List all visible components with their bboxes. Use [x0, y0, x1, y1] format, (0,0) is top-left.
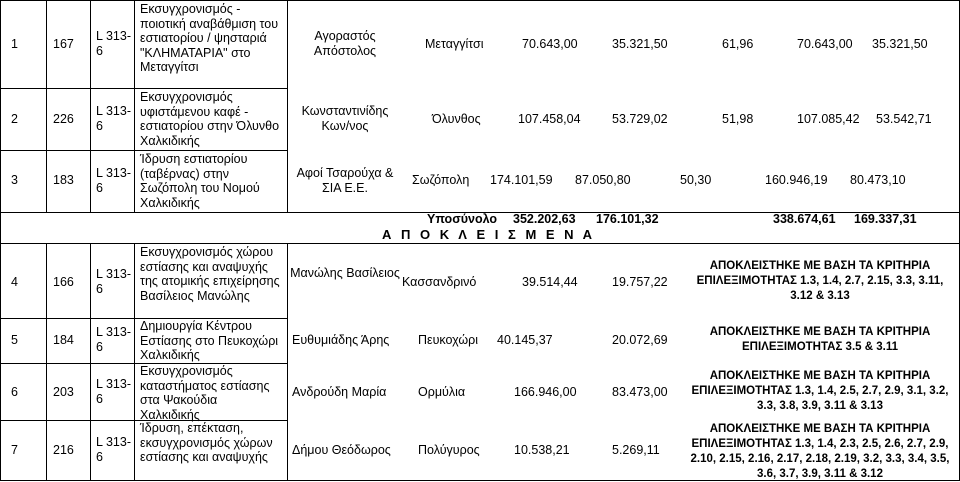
- row-beneficiary: Ευθυμιάδης Άρης: [292, 333, 390, 347]
- row-measure: L 313-6: [96, 267, 131, 296]
- row-public-spend: 35.321,50: [612, 37, 668, 51]
- row-score: 50,30: [680, 173, 712, 187]
- row-location: Σωζόπολη: [412, 173, 470, 187]
- col-divider: [90, 243, 91, 481]
- subtotal-budget: 352.202,63: [513, 212, 576, 226]
- row-budget: 174.101,59: [490, 173, 553, 187]
- row-exclusion-reason: ΑΠΟΚΛΕΙΣΤΗΚΕ ΜΕ ΒΑΣΗ ΤΑ ΚΡΙΤΗΡΙΑ ΕΠΙΛΕΞΙΜΟΤΗΤΑΣ 3.5 & 3.11: [709, 326, 931, 353]
- row-measure: L 313-6: [96, 166, 131, 195]
- row-description: Εκσυγχρονισμός - ποιοτική αναβάθμιση του εστιατορίου / ψησταριά "ΚΛΗΜΑΤΑΡΙΑ" στο Μεταγγίτσι: [140, 2, 279, 75]
- col-divider: [134, 0, 135, 212]
- col-divider: [46, 0, 47, 212]
- row-measure: L 313-6: [96, 29, 131, 58]
- row-approved-public: 80.473,10: [850, 173, 906, 187]
- row-beneficiary: Κωνσταντινίδης Κων/νος: [301, 104, 389, 133]
- col-divider: [287, 0, 288, 212]
- row-description: Εκσυγχρονισμός χώρου εστίασης και αναψυχής της ατομικής επιχείρησης Βασίλειος Μανώλης: [140, 245, 280, 303]
- row-budget: 107.458,04: [518, 112, 581, 126]
- row-description: Ίδρυση εστιατορίου (ταβέρνας) στην Σωζόπολη του Νομού Χαλκιδικής: [140, 152, 260, 210]
- row-approved-budget: 70.643,00: [797, 37, 853, 51]
- row-measure: L 313-6: [96, 377, 131, 406]
- row-number: 1: [11, 37, 18, 51]
- row-divider: [0, 88, 287, 89]
- row-exclusion-reason: ΑΠΟΚΛΕΙΣΤΗΚΕ ΜΕ ΒΑΣΗ ΤΑ ΚΡΙΤΗΡΙΑ ΕΠΙΛΕΞΙΜΟΤΗΤΑΣ 1.3, 1.4, 2.5, 2.7, 2.9, 3.1, 3.2, 3.3, 3.8, 3.9, 3.11 & 3.13: [691, 370, 949, 412]
- row-budget: 10.538,21: [514, 443, 570, 457]
- col-divider: [134, 243, 135, 481]
- table-border-top: [0, 0, 960, 1]
- row-number: 2: [11, 112, 18, 126]
- row-measure: L 313-6: [96, 104, 131, 133]
- row-budget: 39.514,44: [522, 275, 578, 289]
- row-code: 166: [53, 275, 74, 289]
- row-code: 203: [53, 385, 74, 399]
- row-approved-budget: 107.085,42: [797, 112, 860, 126]
- row-exclusion-reason: ΑΠΟΚΛΕΙΣΤΗΚΕ ΜΕ ΒΑΣΗ ΤΑ ΚΡΙΤΗΡΙΑ ΕΠΙΛΕΞΙΜΟΤΗΤΑΣ 1.3, 1.4, 2.7, 2.15, 3.3, 3.11, 3.12 & 3.13: [696, 260, 944, 302]
- row-beneficiary: Ανδρούδη Μαρία: [292, 385, 387, 399]
- row-beneficiary: Δήμου Θεόδωρος: [292, 443, 391, 457]
- row-divider: [0, 243, 960, 244]
- row-approved-budget: 160.946,19: [765, 173, 828, 187]
- row-measure: L 313-6: [96, 325, 131, 354]
- col-divider: [46, 243, 47, 481]
- row-number: 5: [11, 333, 18, 347]
- row-budget: 40.145,37: [497, 333, 553, 347]
- row-code: 184: [53, 333, 74, 347]
- row-divider: [0, 150, 287, 151]
- row-approved-public: 53.542,71: [876, 112, 932, 126]
- subtotal-label: Υποσύνολο: [427, 212, 498, 226]
- row-code: 216: [53, 443, 74, 457]
- row-approved-public: 35.321,50: [872, 37, 928, 51]
- row-budget: 70.643,00: [522, 37, 578, 51]
- row-code: 226: [53, 112, 74, 126]
- row-public-spend: 5.269,11: [612, 443, 660, 457]
- row-location: Κασσανδρινό: [402, 275, 477, 289]
- row-description: Εκσυγχρονισμός υφιστάμενου καφέ - εστιατορίου στην Όλυνθο Χαλκιδικής: [140, 90, 280, 148]
- row-score: 61,96: [722, 37, 754, 51]
- row-location: Πευκοχώρι: [418, 333, 479, 347]
- row-measure: L 313-6: [96, 435, 131, 464]
- row-number: 4: [11, 275, 18, 289]
- row-public-spend: 87.050,80: [575, 173, 631, 187]
- row-code: 167: [53, 37, 74, 51]
- row-public-spend: 19.757,22: [612, 275, 668, 289]
- excluded-heading: Α Π Ο Κ Λ Ε Ι Σ Μ Ε Ν Α: [382, 227, 596, 242]
- row-description: Εκσυγχρονισμός καταστήματος εστίασης στα Ψακούδια Χαλκιδικής: [140, 364, 270, 422]
- row-location: Μεταγγίτσι: [425, 37, 484, 51]
- row-budget: 166.946,00: [514, 385, 577, 399]
- row-description: Δημιουργία Κέντρου Εστίασης στο Πευκοχώρι Χαλκιδικής: [140, 319, 279, 363]
- col-divider: [0, 0, 1, 481]
- row-location: Όλυνθος: [432, 112, 481, 126]
- row-beneficiary: Αφοί Τσαρούχα & ΣΙΑ Ε.Ε.: [296, 166, 394, 195]
- subtotal-approved-public: 169.337,31: [854, 212, 917, 226]
- row-public-spend: 53.729,02: [612, 112, 668, 126]
- row-number: 7: [11, 443, 18, 457]
- row-beneficiary: Μανώλης Βασίλειος: [290, 266, 400, 280]
- row-description: Ίδρυση, επέκταση, εκσυγχρονισμός χώρων εστίασης και αναψυχής: [140, 421, 273, 465]
- row-number: 6: [11, 385, 18, 399]
- subtotal-approved-budget: 338.674,61: [773, 212, 836, 226]
- row-location: Ορμύλια: [418, 385, 466, 399]
- row-code: 183: [53, 173, 74, 187]
- row-number: 3: [11, 173, 18, 187]
- col-divider: [287, 243, 288, 481]
- row-beneficiary: Αγοραστός Απόστολος: [313, 29, 377, 58]
- row-location: Πολύγυρος: [418, 443, 480, 457]
- row-score: 51,98: [722, 112, 754, 126]
- row-public-spend: 83.473,00: [612, 385, 668, 399]
- row-public-spend: 20.072,69: [612, 333, 668, 347]
- col-divider: [90, 0, 91, 212]
- subtotal-public-spend: 176.101,32: [596, 212, 659, 226]
- row-exclusion-reason: ΑΠΟΚΛΕΙΣΤΗΚΕ ΜΕ ΒΑΣΗ ΤΑ ΚΡΙΤΗΡΙΑ ΕΠΙΛΕΞΙΜΟΤΗΤΑΣ 1.3, 1.4, 2.3, 2.5, 2.6, 2.7, 2.9, 2.10, 2.15, 2.16, 2.17, 2.18, 2.19, 3.2, 3.3, 3.4, 3.5, 3.6, 3.7, 3.9, 3.11 & 3.12: [690, 423, 950, 480]
